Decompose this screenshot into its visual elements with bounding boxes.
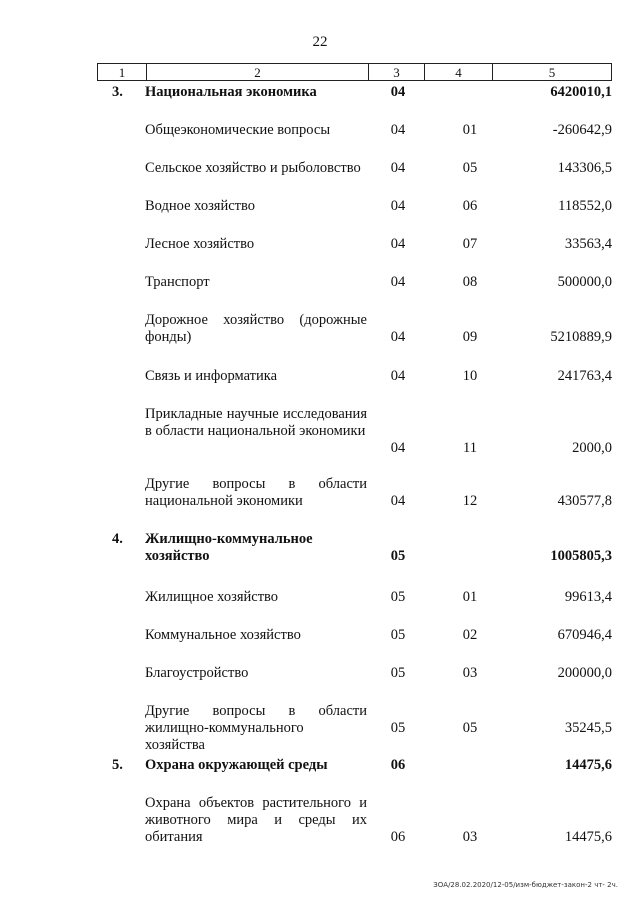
row-amount: 99613,4	[564, 589, 612, 605]
row-section-code: 05	[390, 665, 406, 681]
row-name: Жилищное хозяйство	[145, 589, 279, 605]
row-amount: 33563,4	[564, 236, 612, 252]
row-name: Связь и информатика	[145, 368, 278, 384]
row-name: Сельское хозяйство и рыболовство	[145, 160, 361, 176]
row-section-code: 05	[390, 548, 406, 564]
row-section-code: 04	[390, 329, 406, 345]
header-col-1: 1	[98, 64, 147, 80]
row-subsection-code: 06	[462, 198, 478, 214]
row-section-code: 04	[390, 274, 406, 290]
row-section-code: 05	[390, 627, 406, 643]
row-subsection-code: 01	[462, 122, 478, 138]
row-section-code: 05	[390, 589, 406, 605]
row-section-code: 04	[390, 84, 406, 100]
row-amount: 6420010,1	[550, 84, 612, 100]
row-amount: 143306,5	[557, 160, 612, 176]
row-section-code: 04	[390, 198, 406, 214]
row-amount: -260642,9	[552, 122, 612, 138]
row-section-code: 04	[390, 160, 406, 176]
row-amount: 500000,0	[557, 274, 612, 290]
row-subsection-code: 09	[462, 329, 478, 345]
row-amount: 241763,4	[557, 368, 612, 384]
row-section-code: 05	[390, 720, 406, 736]
row-amount: 670946,4	[557, 627, 612, 643]
row-name: Охрана объектов растительного и животного мира и среды их обитания	[145, 795, 367, 845]
row-name: Национальная экономика	[145, 84, 317, 100]
row-amount: 1005805,3	[550, 548, 612, 564]
header-col-4: 4	[425, 64, 493, 80]
row-subsection-code: 12	[462, 493, 478, 509]
row-name: Жилищно-коммунальное хозяйство	[145, 531, 313, 564]
row-name: Транспорт	[145, 274, 210, 290]
row-name: Лесное хозяйство	[145, 236, 255, 252]
row-amount: 14475,6	[564, 829, 612, 845]
row-number: 4.	[112, 531, 123, 547]
row-amount: 5210889,9	[550, 329, 612, 345]
row-amount: 118552,0	[558, 198, 612, 214]
row-amount: 14475,6	[564, 757, 612, 773]
page-number: 22	[312, 34, 328, 50]
row-subsection-code: 01	[462, 589, 478, 605]
row-subsection-code: 08	[462, 274, 478, 290]
row-amount: 430577,8	[557, 493, 612, 509]
row-subsection-code: 02	[462, 627, 478, 643]
row-name: Охрана окружающей среды	[145, 757, 328, 773]
row-name: Дорожное хозяйство (дорожные фонды)	[145, 312, 367, 345]
row-subsection-code: 03	[462, 829, 478, 845]
row-name: Другие вопросы в области национальной экономики	[145, 476, 367, 509]
row-amount: 2000,0	[572, 440, 612, 456]
row-section-code: 04	[390, 368, 406, 384]
row-subsection-code: 07	[462, 236, 478, 252]
row-subsection-code: 05	[462, 720, 478, 736]
header-col-3: 3	[369, 64, 425, 80]
row-subsection-code: 03	[462, 665, 478, 681]
row-section-code: 04	[390, 122, 406, 138]
row-number: 3.	[112, 84, 123, 100]
row-subsection-code: 05	[462, 160, 478, 176]
row-section-code: 06	[390, 757, 406, 773]
row-subsection-code: 10	[462, 368, 478, 384]
row-name: Общеэкономические вопросы	[145, 122, 331, 138]
header-col-2: 2	[147, 64, 369, 80]
row-amount: 200000,0	[557, 665, 612, 681]
row-name: Коммунальное хозяйство	[145, 627, 301, 643]
row-name: Водное хозяйство	[145, 198, 256, 214]
row-amount: 35245,5	[564, 720, 612, 736]
row-section-code: 06	[390, 829, 406, 845]
row-name: Прикладные научные исследования в области национальной экономики	[145, 406, 367, 439]
row-name: Другие вопросы в области жилищно-коммунального хозяйства	[145, 703, 367, 753]
row-name: Благоустройство	[145, 665, 249, 681]
row-subsection-code: 11	[463, 440, 477, 456]
row-section-code: 04	[390, 440, 406, 456]
header-col-5: 5	[548, 65, 556, 80]
row-section-code: 04	[390, 493, 406, 509]
row-number: 5.	[112, 757, 123, 773]
footer-document-id: ЗОА/28.02.2020/12-05/изм-бюджет-закон-2 чт- 2ч.	[433, 881, 618, 889]
row-section-code: 04	[390, 236, 406, 252]
